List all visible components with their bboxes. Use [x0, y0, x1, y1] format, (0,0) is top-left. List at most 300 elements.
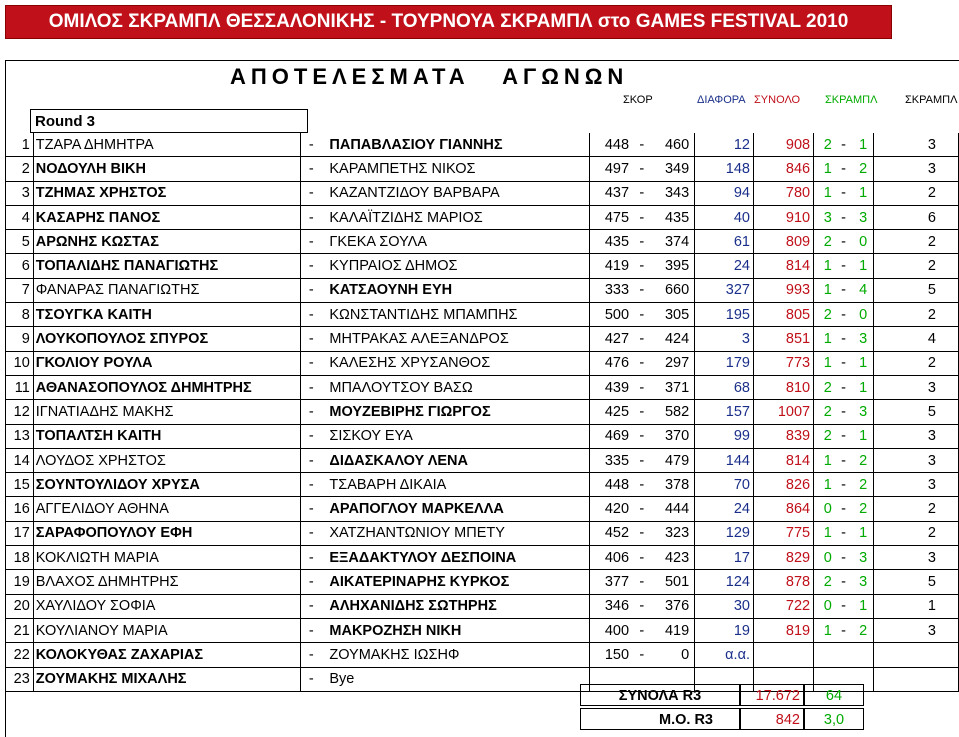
average-label: Μ.Ο. R3 [580, 708, 740, 730]
score-total: 910 [753, 205, 813, 229]
row-number: 19 [6, 570, 34, 594]
scrabble-one: 1 [814, 254, 834, 278]
points: 5 [874, 400, 959, 424]
scrabble-one: 0 [814, 546, 834, 570]
versus-dash: - [300, 643, 327, 667]
scrabble-one: 0 [814, 497, 834, 521]
score-difference: 12 [695, 133, 754, 157]
score-total [753, 643, 813, 667]
score-difference: 70 [695, 473, 754, 497]
score-total: 809 [753, 230, 813, 254]
player-two: ΚΑΤΣΑΟΥΝΗ ΕΥΗ [327, 278, 589, 302]
score-dash: - [633, 618, 651, 642]
score-one: 497 [589, 157, 633, 181]
score-difference: 17 [695, 546, 754, 570]
score-total: 864 [753, 497, 813, 521]
scrabble-one: 0 [814, 594, 834, 618]
score-difference: 3 [695, 327, 754, 351]
average-total: 842 [740, 708, 804, 730]
score-dash: - [633, 303, 651, 327]
scrabble-one: 2 [814, 570, 834, 594]
score-two: 582 [651, 400, 695, 424]
score-total: 722 [753, 594, 813, 618]
row-number: 8 [6, 303, 34, 327]
score-one: 406 [589, 546, 633, 570]
score-difference: 24 [695, 254, 754, 278]
table-row [6, 643, 959, 667]
versus-dash: - [300, 303, 327, 327]
versus-dash: - [300, 594, 327, 618]
player-one: ΖΟΥΜΑΚΗΣ ΜΙΧΑΛΗΣ [33, 667, 300, 691]
versus-dash: - [300, 351, 327, 375]
table-row [6, 473, 959, 497]
score-two: 305 [651, 303, 695, 327]
scrabble-dash [834, 643, 854, 667]
score-difference: 99 [695, 424, 754, 448]
score-dash: - [633, 133, 651, 157]
scrabble-one: 1 [814, 327, 834, 351]
scrabble-two: 1 [853, 181, 873, 205]
table-row [6, 327, 959, 351]
score-two: 378 [651, 473, 695, 497]
player-one: ΓΚΟΛΙΟΥ ΡΟΥΛΑ [33, 351, 300, 375]
scrabble-two: 2 [853, 448, 873, 472]
scrabble-one: 1 [814, 448, 834, 472]
versus-dash: - [300, 570, 327, 594]
score-difference: 129 [695, 521, 754, 545]
player-one: ΚΟΥΛΙΑΝΟΥ ΜΑΡΙΑ [33, 618, 300, 642]
row-number: 12 [6, 400, 34, 424]
score-total: 773 [753, 351, 813, 375]
scrabble-two: 1 [853, 521, 873, 545]
points: 2 [874, 303, 959, 327]
player-two: ΚΑΖΑΝΤΖΙΔΟΥ ΒΑΡΒΑΡΑ [327, 181, 589, 205]
versus-dash: - [300, 497, 327, 521]
score-one: 419 [589, 254, 633, 278]
row-number: 15 [6, 473, 34, 497]
points: 3 [874, 448, 959, 472]
row-number: 16 [6, 497, 34, 521]
player-two: ΑΡΑΠΟΓΛΟΥ ΜΑΡΚΕΛΛΑ [327, 497, 589, 521]
score-total: 829 [753, 546, 813, 570]
row-number: 17 [6, 521, 34, 545]
score-two: 371 [651, 375, 695, 399]
row-number: 13 [6, 424, 34, 448]
table-row [6, 424, 959, 448]
player-one: ΤΟΠΑΛΙΔΗΣ ΠΑΝΑΓΙΩΤΗΣ [33, 254, 300, 278]
score-dash: - [633, 278, 651, 302]
points: 1 [874, 594, 959, 618]
score-total: 908 [753, 133, 813, 157]
row-number: 11 [6, 375, 34, 399]
score-one: 476 [589, 351, 633, 375]
player-two: ΧΑΤΖΗΑΝΤΩΝΙΟΥ ΜΠΕΤΥ [327, 521, 589, 545]
row-number: 3 [6, 181, 34, 205]
player-one: ΝΟΔΟΥΛΗ ΒΙΚΗ [33, 157, 300, 181]
points: 6 [874, 205, 959, 229]
player-two: ΔΙΔΑΣΚΑΛΟΥ ΛΕΝΑ [327, 448, 589, 472]
table-row [6, 546, 959, 570]
score-two: 460 [651, 133, 695, 157]
player-one: ΣΟΥΝΤΟΥΛΙΔΟΥ ΧΡΥΣΑ [33, 473, 300, 497]
scrabble-dash: - [834, 230, 854, 254]
player-two: ΠΑΠΑΒΛΑΣΙΟΥ ΓΙΑΝΝΗΣ [327, 133, 589, 157]
player-one: ΑΓΓΕΛΙΔΟΥ ΑΘΗΝΑ [33, 497, 300, 521]
row-number: 14 [6, 448, 34, 472]
scrabble-dash: - [834, 278, 854, 302]
points [874, 643, 959, 667]
scrabble-two: 1 [853, 375, 873, 399]
scrabble-two: 1 [853, 133, 873, 157]
score-dash: - [633, 521, 651, 545]
score-total: 851 [753, 327, 813, 351]
points: 2 [874, 351, 959, 375]
table-row [6, 181, 959, 205]
scrabble-one: 1 [814, 473, 834, 497]
round-label: Round 3 [30, 109, 308, 133]
score-one: 435 [589, 230, 633, 254]
versus-dash: - [300, 230, 327, 254]
versus-dash: - [300, 448, 327, 472]
scrabble-dash: - [834, 351, 854, 375]
page-title: ΑΠΟΤΕΛΕΣΜΑΤΑ ΑΓΩΝΩΝ [230, 64, 629, 89]
score-one: 500 [589, 303, 633, 327]
row-number: 21 [6, 618, 34, 642]
scrabble-two: 2 [853, 157, 873, 181]
score-difference: 148 [695, 157, 754, 181]
score-total: 1007 [753, 400, 813, 424]
scrabble-one: 2 [814, 303, 834, 327]
scrabble-dash: - [834, 594, 854, 618]
scrabble-one [814, 643, 834, 667]
score-total: 805 [753, 303, 813, 327]
player-one: ΚΟΚΛΙΩΤΗ ΜΑΡΙΑ [33, 546, 300, 570]
scrabble-one: 1 [814, 521, 834, 545]
score-two: 479 [651, 448, 695, 472]
table-row [6, 230, 959, 254]
scrabble-dash: - [834, 618, 854, 642]
score-total: 993 [753, 278, 813, 302]
player-one: ΤΖΗΜΑΣ ΧΡΗΣΤΟΣ [33, 181, 300, 205]
player-two: ΚΑΡΑΜΠΕΤΗΣ ΝΙΚΟΣ [327, 157, 589, 181]
player-two: ΓΚΕΚΑ ΣΟΥΛΑ [327, 230, 589, 254]
points: 2 [874, 254, 959, 278]
score-one: 335 [589, 448, 633, 472]
scrabble-two: 3 [853, 546, 873, 570]
score-column-header: ΣΚΟΡ [623, 94, 653, 106]
score-total: 846 [753, 157, 813, 181]
table-row [6, 448, 959, 472]
score-dash: - [633, 643, 651, 667]
scrabble-two: 4 [853, 278, 873, 302]
table-row [6, 570, 959, 594]
player-two: ΤΣΑΒΑΡΗ ΔΙΚΑΙΑ [327, 473, 589, 497]
row-number: 18 [6, 546, 34, 570]
scrabble-two: 3 [853, 205, 873, 229]
player-two: Bye [327, 667, 589, 691]
points: 3 [874, 473, 959, 497]
player-one: ΣΑΡΑΦΟΠΟΥΛΟΥ ΕΦΗ [33, 521, 300, 545]
points: 2 [874, 497, 959, 521]
score-one: 346 [589, 594, 633, 618]
score-dash: - [633, 546, 651, 570]
player-two: ΚΑΛΑΪΤΖΙΔΗΣ ΜΑΡΙΟΣ [327, 205, 589, 229]
points: 3 [874, 157, 959, 181]
scrabble-one: 2 [814, 375, 834, 399]
table-row [6, 618, 959, 642]
player-two: ΣΙΣΚΟΥ ΕΥΑ [327, 424, 589, 448]
score-dash: - [633, 254, 651, 278]
row-number: 20 [6, 594, 34, 618]
score-one: 437 [589, 181, 633, 205]
versus-dash: - [300, 205, 327, 229]
table-row [6, 375, 959, 399]
player-one: ΤΣΟΥΓΚΑ ΚΑΙΤΗ [33, 303, 300, 327]
scrabble-two: 3 [853, 400, 873, 424]
score-difference: 68 [695, 375, 754, 399]
scrabble-one: 1 [814, 181, 834, 205]
score-difference: 195 [695, 303, 754, 327]
score-dash: - [633, 157, 651, 181]
score-one: 400 [589, 618, 633, 642]
score-two: 660 [651, 278, 695, 302]
table-row [6, 400, 959, 424]
score-one: 469 [589, 424, 633, 448]
scrabble-dash: - [834, 205, 854, 229]
score-dash: - [633, 473, 651, 497]
scrabble-dash: - [834, 133, 854, 157]
scrabble-points-column-header: ΣΚΡΑΜΠΛ [905, 94, 958, 106]
versus-dash: - [300, 618, 327, 642]
scrabble-dash: - [834, 546, 854, 570]
score-total: 819 [753, 618, 813, 642]
scrabble-dash: - [834, 254, 854, 278]
scrabble-dash: - [834, 521, 854, 545]
page-banner: ΟΜΙΛΟΣ ΣΚΡΑΜΠΛ ΘΕΣΣΑΛΟΝΙΚΗΣ - ΤΟΥΡΝΟΥΑ ΣΚΡΑΜΠΛ στο GAMES FESTIVAL 2010 [5, 5, 892, 39]
points: 5 [874, 278, 959, 302]
row-number: 1 [6, 133, 34, 157]
score-one: 150 [589, 643, 633, 667]
versus-dash: - [300, 521, 327, 545]
scrabble-dash: - [834, 448, 854, 472]
scrabble-dash: - [834, 375, 854, 399]
score-total: 775 [753, 521, 813, 545]
player-one: ΚΟΛΟΚΥΘΑΣ ΖΑΧΑΡΙΑΣ [33, 643, 300, 667]
player-two: ΜΠΑΛΟΥΤΣΟΥ ΒΑΣΩ [327, 375, 589, 399]
scrabble-two: 3 [853, 327, 873, 351]
score-two: 343 [651, 181, 695, 205]
points [874, 667, 959, 691]
scrabble-dash: - [834, 157, 854, 181]
score-one: 448 [589, 473, 633, 497]
points: 3 [874, 546, 959, 570]
scrabble-one: 2 [814, 400, 834, 424]
scrabble-two: 3 [853, 570, 873, 594]
versus-dash: - [300, 473, 327, 497]
scrabble-two: 2 [853, 618, 873, 642]
score-difference: 40 [695, 205, 754, 229]
scrabble-two: 0 [853, 303, 873, 327]
scrabble-one: 1 [814, 618, 834, 642]
score-total: 826 [753, 473, 813, 497]
player-one: ΑΘΑΝΑΣΟΠΟΥΛΟΣ ΔΗΜΗΤΡΗΣ [33, 375, 300, 399]
totals-scrabble: 64 [804, 684, 864, 706]
table-row [6, 497, 959, 521]
points: 3 [874, 618, 959, 642]
player-one: ΤΖΑΡΑ ΔΗΜΗΤΡΑ [33, 133, 300, 157]
player-two: ΕΞΑΔΑΚΤΥΛΟΥ ΔΕΣΠΟΙΝΑ [327, 546, 589, 570]
score-two: 419 [651, 618, 695, 642]
score-dash: - [633, 497, 651, 521]
row-number: 9 [6, 327, 34, 351]
points: 2 [874, 181, 959, 205]
score-one: 452 [589, 521, 633, 545]
player-two: ΚΥΠΡΑΙΟΣ ΔΗΜΟΣ [327, 254, 589, 278]
score-dash: - [633, 327, 651, 351]
scrabble-one: 1 [814, 278, 834, 302]
scrabble-two: 1 [853, 351, 873, 375]
player-two: ΑΛΗΧΑΝΙΔΗΣ ΣΩΤΗΡΗΣ [327, 594, 589, 618]
row-number: 7 [6, 278, 34, 302]
player-two: ΜΗΤΡΑΚΑΣ ΑΛΕΞΑΝΔΡΟΣ [327, 327, 589, 351]
row-number: 5 [6, 230, 34, 254]
score-difference: 61 [695, 230, 754, 254]
versus-dash: - [300, 278, 327, 302]
table-row [6, 278, 959, 302]
scrabble-one: 3 [814, 205, 834, 229]
score-two: 349 [651, 157, 695, 181]
score-difference: 157 [695, 400, 754, 424]
score-dash: - [633, 375, 651, 399]
player-two: ΖΟΥΜΑΚΗΣ ΙΩΣΗΦ [327, 643, 589, 667]
score-total: 810 [753, 375, 813, 399]
score-one: 475 [589, 205, 633, 229]
score-two: 435 [651, 205, 695, 229]
score-total: 814 [753, 448, 813, 472]
player-one: ΑΡΩΝΗΣ ΚΩΣΤΑΣ [33, 230, 300, 254]
points: 4 [874, 327, 959, 351]
score-difference: α.α. [695, 643, 754, 667]
versus-dash: - [300, 667, 327, 691]
scrabble-two: 1 [853, 424, 873, 448]
player-two: ΚΩΝΣΤΑΝΤΙΔΗΣ ΜΠΑΜΠΗΣ [327, 303, 589, 327]
row-number: 4 [6, 205, 34, 229]
player-one: ΦΑΝΑΡΑΣ ΠΑΝΑΓΙΩΤΗΣ [33, 278, 300, 302]
scrabble-two: 0 [853, 230, 873, 254]
score-difference: 24 [695, 497, 754, 521]
points: 2 [874, 521, 959, 545]
versus-dash: - [300, 133, 327, 157]
score-total: 814 [753, 254, 813, 278]
player-one: ΧΑΥΛΙΔΟΥ ΣΟΦΙΑ [33, 594, 300, 618]
player-one: ΚΑΣΑΡΗΣ ΠΑΝΟΣ [33, 205, 300, 229]
player-one: ΙΓΝΑΤΙΑΔΗΣ ΜΑΚΗΣ [33, 400, 300, 424]
score-two: 323 [651, 521, 695, 545]
score-one: 439 [589, 375, 633, 399]
scrabble-dash: - [834, 303, 854, 327]
versus-dash: - [300, 424, 327, 448]
total-column-header: ΣΥΝΟΛΟ [754, 94, 801, 106]
score-dash: - [633, 570, 651, 594]
scrabble-one: 1 [814, 157, 834, 181]
score-dash: - [633, 594, 651, 618]
score-total: 878 [753, 570, 813, 594]
score-difference: 94 [695, 181, 754, 205]
score-dash: - [633, 424, 651, 448]
row-number: 6 [6, 254, 34, 278]
points: 3 [874, 375, 959, 399]
player-two: ΑΙΚΑΤΕΡΙΝΑΡΗΣ ΚΥΡΚΟΣ [327, 570, 589, 594]
diff-column-header: ΔΙΑΦΟΡΑ [697, 94, 746, 106]
player-two: ΚΑΛΕΣΗΣ ΧΡΥΣΑΝΘΟΣ [327, 351, 589, 375]
points: 2 [874, 230, 959, 254]
versus-dash: - [300, 254, 327, 278]
table-row [6, 521, 959, 545]
scrabble-two: 1 [853, 254, 873, 278]
row-number: 23 [6, 667, 34, 691]
score-one: 448 [589, 133, 633, 157]
player-two: ΜΟΥΖΕΒΙΡΗΣ ΓΙΩΡΓΟΣ [327, 400, 589, 424]
score-dash: - [633, 448, 651, 472]
table-row [6, 133, 959, 157]
player-one: ΤΟΠΑΛΤΣΗ ΚΑΙΤΗ [33, 424, 300, 448]
player-one: ΒΛΑΧΟΣ ΔΗΜΗΤΡΗΣ [33, 570, 300, 594]
score-two: 374 [651, 230, 695, 254]
score-two: 501 [651, 570, 695, 594]
average-scrabble: 3,0 [804, 708, 864, 730]
row-number: 2 [6, 157, 34, 181]
table-row [6, 157, 959, 181]
row-number: 22 [6, 643, 34, 667]
row-number: 10 [6, 351, 34, 375]
score-difference: 30 [695, 594, 754, 618]
scrabble-dash: - [834, 424, 854, 448]
score-difference: 179 [695, 351, 754, 375]
scrabble-two: 1 [853, 594, 873, 618]
versus-dash: - [300, 546, 327, 570]
score-two: 424 [651, 327, 695, 351]
table-row [6, 254, 959, 278]
scrabble-dash: - [834, 181, 854, 205]
score-one: 377 [589, 570, 633, 594]
scrabble-dash: - [834, 570, 854, 594]
table-row [6, 351, 959, 375]
score-one: 333 [589, 278, 633, 302]
table-row [6, 303, 959, 327]
score-two: 0 [651, 643, 695, 667]
versus-dash: - [300, 400, 327, 424]
score-one: 427 [589, 327, 633, 351]
scrabble-column-header: ΣΚΡΑΜΠΛ [825, 94, 878, 106]
totals-label: ΣΥΝΟΛΑ R3 [580, 684, 740, 706]
table-row [6, 205, 959, 229]
versus-dash: - [300, 375, 327, 399]
score-one: 425 [589, 400, 633, 424]
points: 3 [874, 133, 959, 157]
score-total: 780 [753, 181, 813, 205]
score-difference: 124 [695, 570, 754, 594]
table-row [6, 594, 959, 618]
scrabble-one: 2 [814, 133, 834, 157]
results-table [5, 133, 959, 692]
points: 3 [874, 424, 959, 448]
score-two: 395 [651, 254, 695, 278]
score-one: 420 [589, 497, 633, 521]
scrabble-one: 1 [814, 351, 834, 375]
scrabble-dash: - [834, 400, 854, 424]
scrabble-two [853, 643, 873, 667]
scrabble-dash: - [834, 473, 854, 497]
